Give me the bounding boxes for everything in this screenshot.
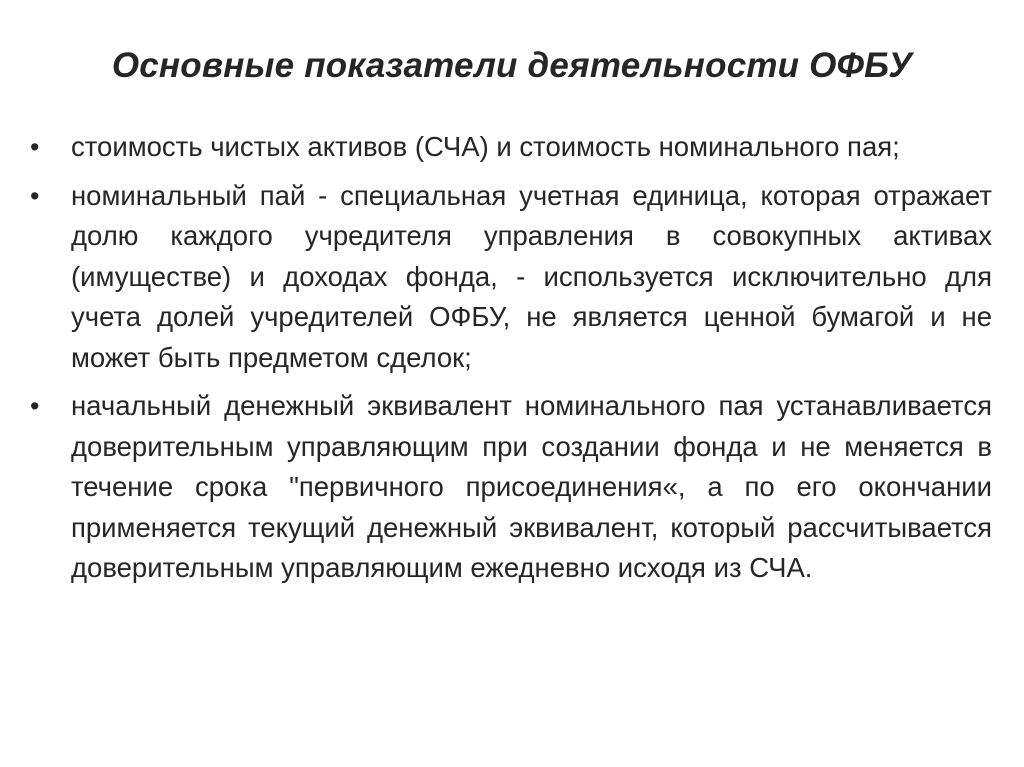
bullet-text: начальный денежный эквивалент номинального пая устанавливается доверительным управляющим при создании фонда и не меняется в течение срока "первичного присоединения«, а по его окончании применяется текущий денежный эквивалент, который рассчитывается доверительным управляющим ежедневно исходя из СЧА. xyxy=(71,390,992,583)
bullet-item xyxy=(30,127,992,168)
bullet-text: номинальный пай - специальная учетная единица, которая отражает долю каждого учредителя управления в совокупных активах (имуществе) и доходах фонда, - используется исключительно для учета долей учредителей ОФБУ, не является ценной бумагой и не может быть предметом сделок; xyxy=(71,179,992,373)
bullet-point-icon: • xyxy=(30,391,40,421)
slide-title: Основные показатели деятельности ОФБУ xyxy=(111,46,913,85)
bullet-point-icon: • xyxy=(30,132,40,162)
bullet-item xyxy=(30,386,992,589)
bullet-point-icon: • xyxy=(30,180,40,211)
bullet-list xyxy=(30,127,992,597)
bullet-text: стоимость чистых активов (СЧА) и стоимость номинального пая; xyxy=(71,131,900,162)
bullet-item xyxy=(30,176,992,379)
